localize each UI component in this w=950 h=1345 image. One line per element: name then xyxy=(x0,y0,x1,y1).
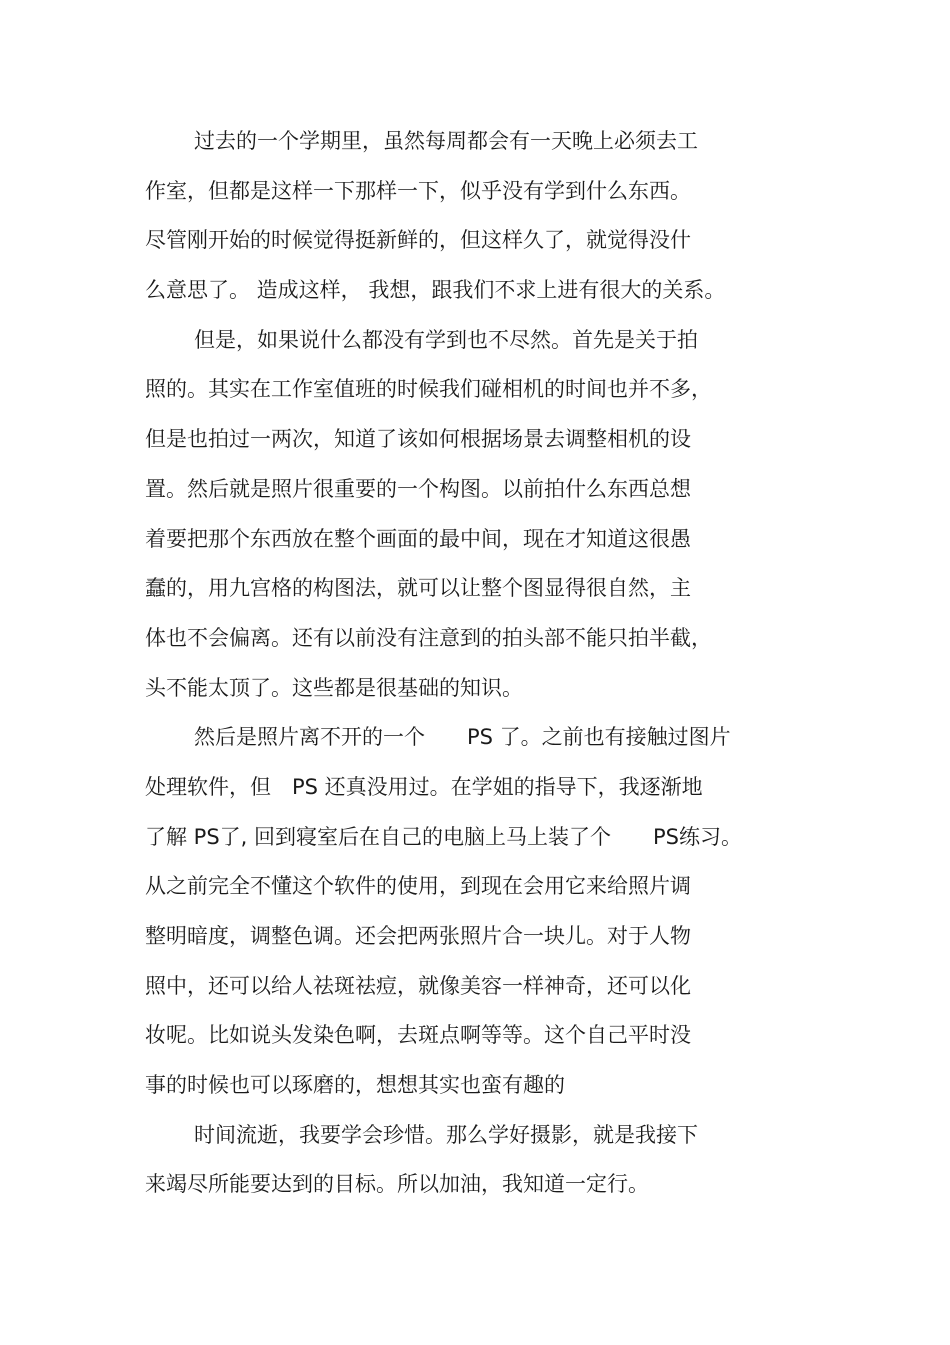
paragraph-1-line-4: 么意思了。 造成这样， 我想，跟我们不求上进有很大的关系。 xyxy=(145,278,726,303)
paragraph-1-line-3: 尽管刚开始的时候觉得挺新鲜的，但这样久了，就觉得没什 xyxy=(145,228,691,253)
paragraph-2-line-7: 体也不会偏离。还有以前没有注意到的拍头部不能只拍半截， xyxy=(145,625,712,650)
paragraph-1-line-1: 过去的一个学期里，虽然每周都会有一天晚上必须去工 xyxy=(194,129,698,153)
paragraph-3-line-5: 整明暗度，调整色调。还会把两张照片合一块儿。对于人物 xyxy=(145,924,691,948)
paragraph-2-line-3: 但是也拍过一两次，知道了该如何根据场景去调整相机的设 xyxy=(145,427,691,452)
paragraph-3-line-6: 照中，还可以给人祛斑祛痘，就像美容一样神奇，还可以化 xyxy=(145,973,691,998)
paragraph-3-line-8: 事的时候也可以琢磨的，想想其实也蛮有趣的 xyxy=(145,1073,565,1098)
paragraph-2-line-4: 置。然后就是照片很重要的一个构图。以前拍什么东西总想 xyxy=(145,476,691,501)
paragraph-2-line-1: 但是，如果说什么都没有学到也不尽然。首先是关于拍 xyxy=(194,327,698,352)
paragraph-2-line-6: 蠢的，用九宫格的构图法，就可以让整个图显得很自然，主 xyxy=(145,576,691,601)
paragraph-3-line-7: 妆呢。比如说头发染色啊，去斑点啊等等。这个自己平时没 xyxy=(145,1023,691,1048)
document-body xyxy=(145,117,825,1210)
paragraph-2-line-5: 着要把那个东西放在整个画面的最中间，现在才知道这很愚 xyxy=(145,526,691,551)
paragraph-3-line-3: 了解 PS了, 回到寝室后在自己的电脑上马上装了个 PS练习。 xyxy=(145,824,743,849)
paragraph-4-line-1: 时间流逝，我要学会珍惜。那么学好摄影，就是我接下 xyxy=(194,1122,698,1147)
paragraph-3-line-4: 从之前完全不懂这个软件的使用，到现在会用它来给照片调 xyxy=(145,874,691,899)
paragraph-4-line-2: 来竭尽所能要达到的目标。所以加油，我知道一定行。 xyxy=(145,1172,649,1197)
paragraph-3-line-2: 处理软件，但 PS 还真没用过。在学姐的指导下，我逐渐地 xyxy=(145,774,703,799)
paragraph-3-line-1: 然后是照片离不开的一个 PS 了。之前也有接触过图片 xyxy=(194,725,731,750)
paragraph-2-line-2: 照的。其实在工作室值班的时候我们碰相机的时间也并不多， xyxy=(145,377,712,402)
paragraph-2-line-8: 头不能太顶了。这些都是很基础的知识。 xyxy=(145,675,523,700)
paragraph-1-line-2: 作室，但都是这样一下那样一下，似乎没有学到什么东西。 xyxy=(145,178,691,203)
